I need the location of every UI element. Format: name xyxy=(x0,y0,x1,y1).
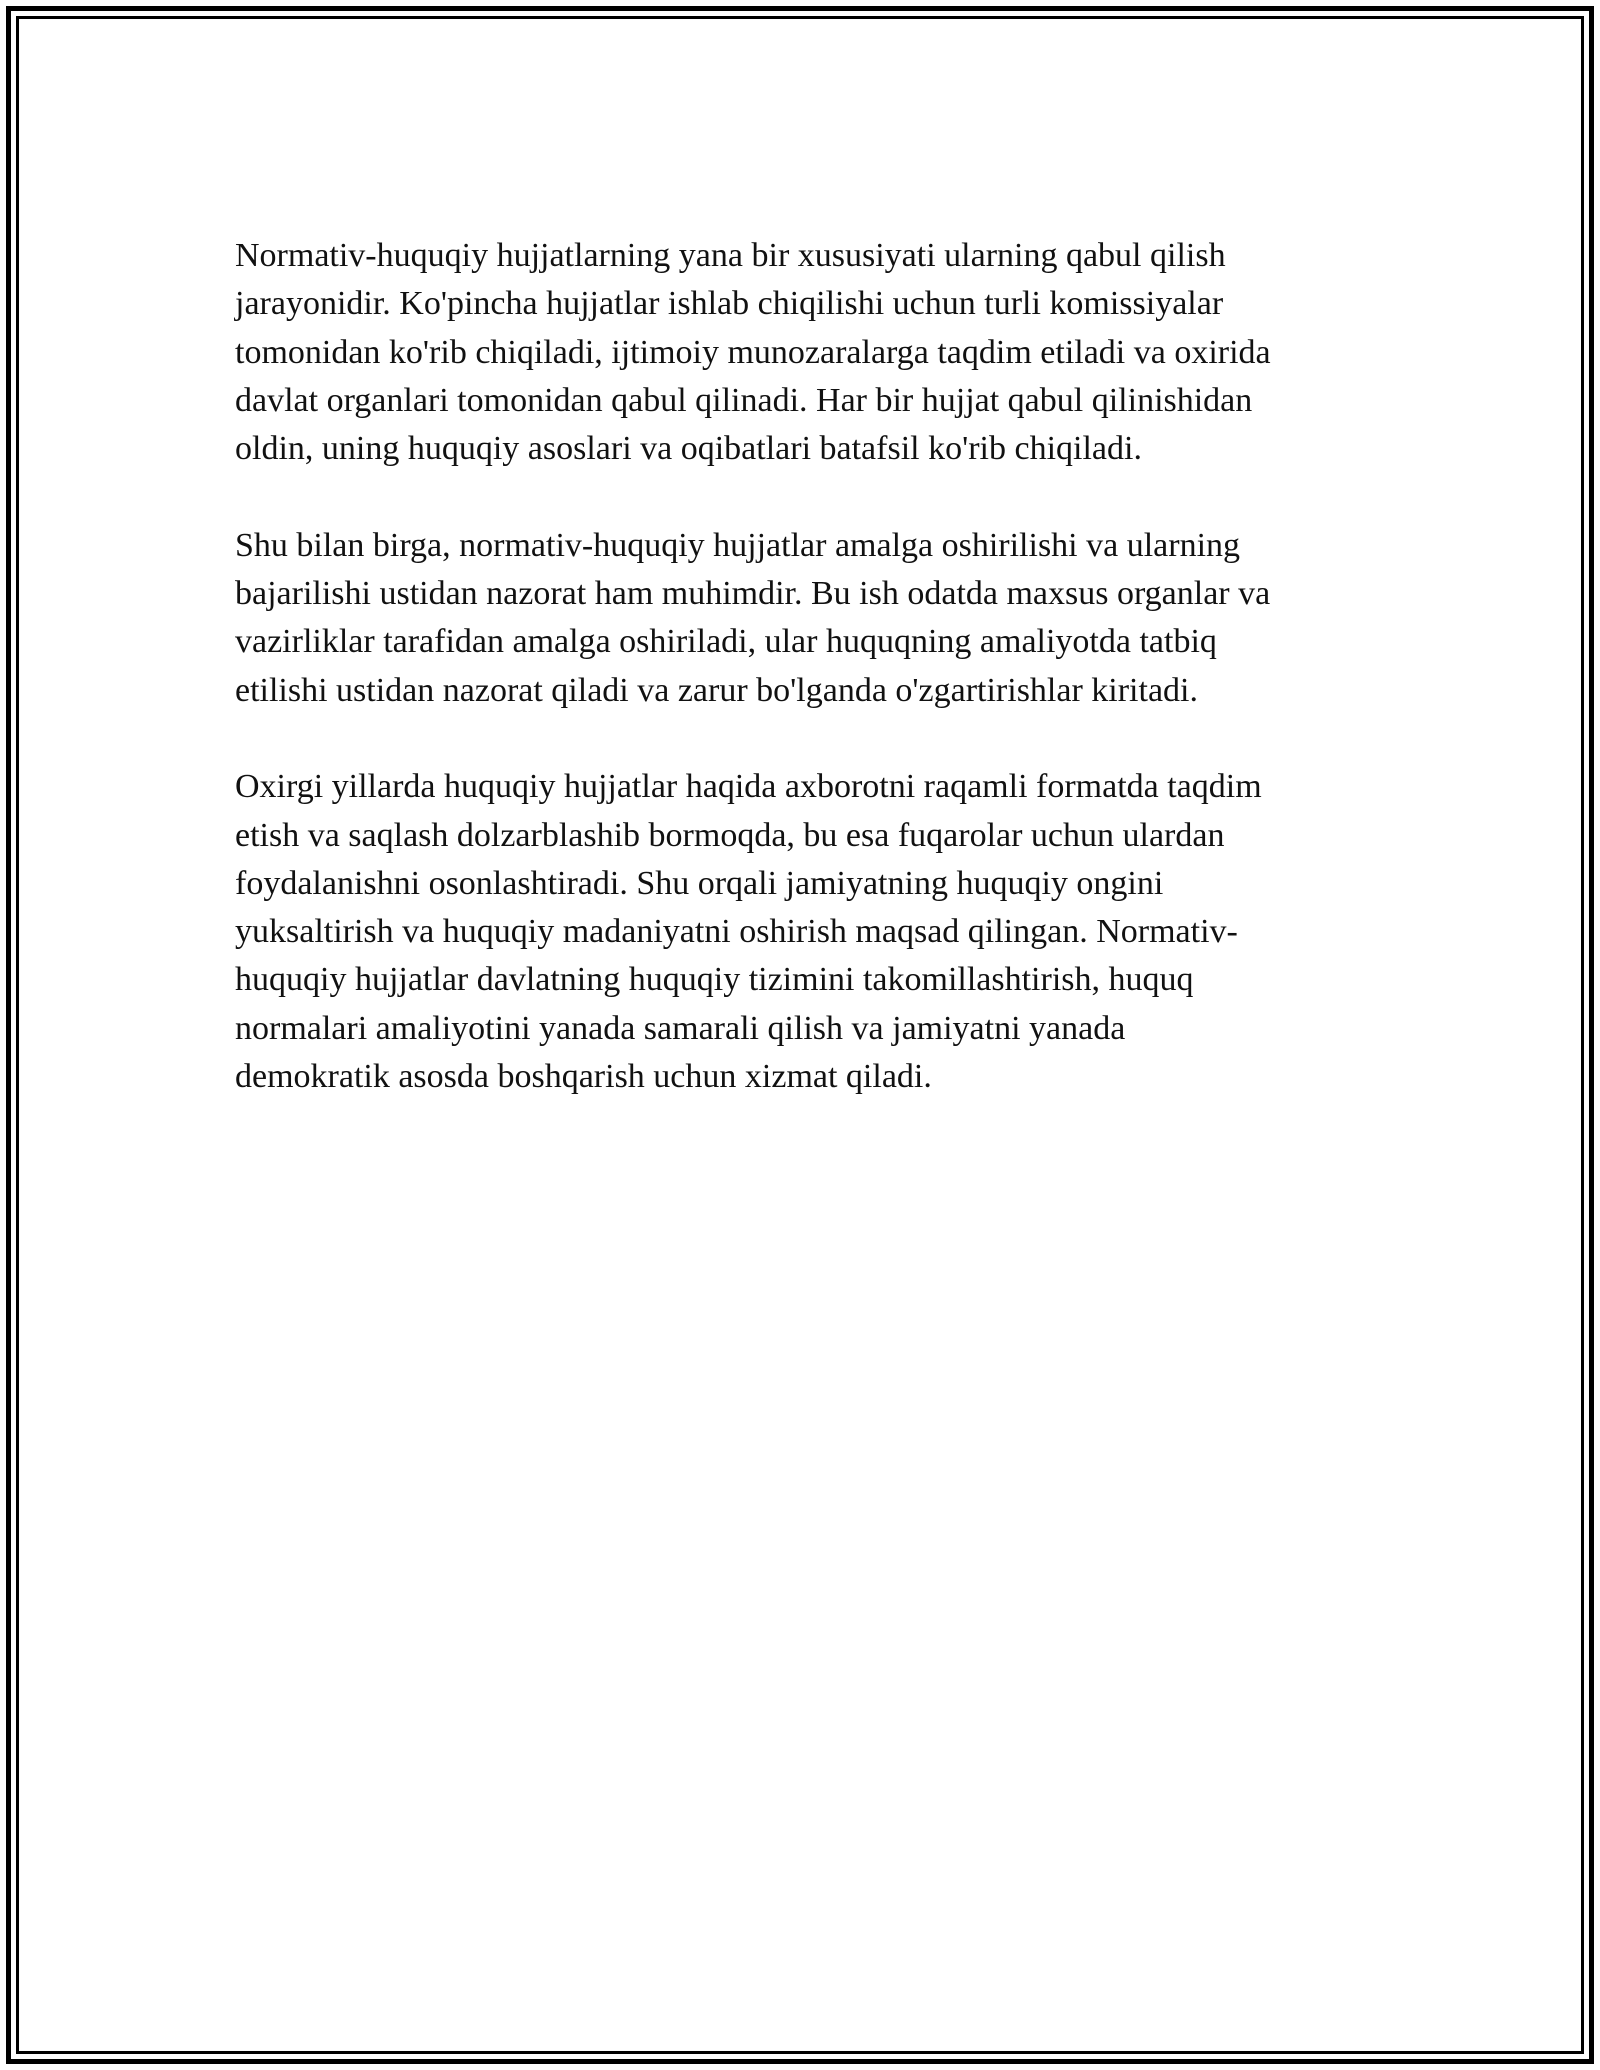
text-line: foydalanishni osonlashtiradi. Shu orqali jamiyatning huquqiy ongini xyxy=(235,864,1164,902)
paragraph xyxy=(235,522,1365,715)
text-line: etilishi ustidan nazorat qiladi va zarur bo'lganda o'zgartirishlar kiritadi. xyxy=(235,671,1198,709)
document-body xyxy=(235,232,1365,1150)
text-line: davlat organlari tomonidan qabul qilinadi. Har bir hujjat qabul qilinishidan xyxy=(235,381,1253,419)
paragraph xyxy=(235,232,1365,473)
text-line: Normativ-huquqiy hujjatlarning yana bir xususiyati ularning qabul qilish xyxy=(235,237,1226,274)
text-line: jarayonidir. Ko'pincha hujjatlar ishlab chiqilishi uchun turli komissiyalar xyxy=(235,285,1224,323)
text-line: etish va saqlash dolzarblashib bormoqda, bu esa fuqarolar uchun ulardan xyxy=(235,816,1225,854)
text-line: oldin, uning huquqiy asoslari va oqibatlari batafsil ko'rib chiqiladi. xyxy=(235,430,1142,468)
paragraph xyxy=(235,763,1365,1101)
text-line: vazirliklar tarafidan amalga oshiriladi, ular huquqning amaliyotda tatbiq xyxy=(235,623,1217,661)
text-line: Oxirgi yillarda huquqiy hujjatlar haqida axborotni raqamli formatda taqdim xyxy=(235,768,1262,806)
text-line: demokratik asosda boshqarish uchun xizmat qiladi. xyxy=(235,1058,932,1096)
text-line: bajarilishi ustidan nazorat ham muhimdir. Bu ish odatda maxsus organlar va xyxy=(235,575,1271,613)
text-line: tomonidan ko'rib chiqiladi, ijtimoiy munozaralarga taqdim etiladi va oxirida xyxy=(235,333,1271,371)
text-line: Shu bilan birga, normativ-huquqiy hujjatlar amalga oshirilishi va ularning xyxy=(235,526,1241,564)
text-line: normalari amaliyotini yanada samarali qilish va jamiyatni yanada xyxy=(235,1009,1126,1047)
text-line: huquqiy hujjatlar davlatning huquqiy tizimini takomillashtirish, huquq xyxy=(235,961,1194,999)
text-line: yuksaltirish va huquqiy madaniyatni oshirish maqsad qilingan. Normativ- xyxy=(235,913,1238,951)
